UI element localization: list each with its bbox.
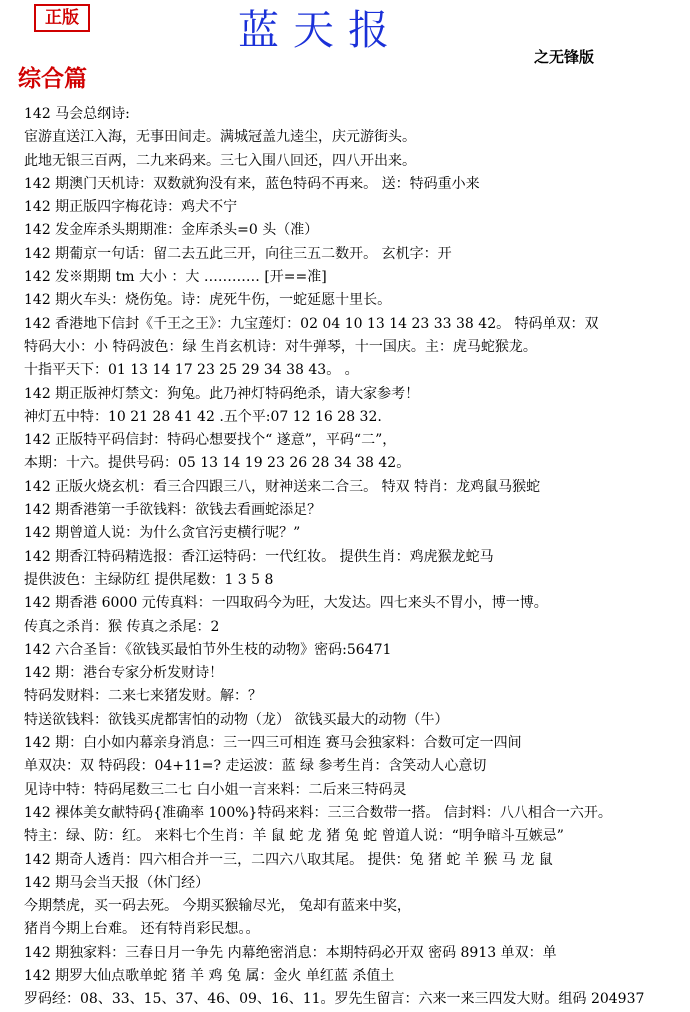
text-line: 142 香港地下信封《千王之王》：九宝莲灯：02 04 10 13 14 23 33 38 42。 特码单双：双 <box>24 315 599 332</box>
text-line: 142 期马会当天报（休门经） <box>24 874 210 891</box>
text-line: 142 期正版四字梅花诗：鸡犬不宁 <box>24 199 238 216</box>
text-line: 142 六合圣旨：《欲钱买最怕节外生枝的动物》密码:56471 <box>24 641 392 658</box>
text-line: 特主：绿、防：红。 来料七个生肖：羊 鼠 蛇 龙 猪 兔 蛇 曾道人说：“明争暗斗互嫉忌” <box>24 828 564 845</box>
text-line: 142 期：白小如内幕亲身消息：三一四三可相连 赛马会独家料：合数可定一四间 <box>24 735 522 752</box>
text-line: 今期禁虎，买一码去死。 今期买猴输尽光， 兔却有蓝来中奖， <box>24 898 411 915</box>
text-line: 142 期澳门天机诗：双数就狗没有来，蓝色特码不再来。 送：特码重小来 <box>24 175 480 192</box>
text-line: 142 马会总纲诗: <box>24 106 130 122</box>
text-line: 142 期罗大仙点歌单蛇 猪 羊 鸡 兔 属：金火 单红蓝 杀值土 <box>24 967 395 984</box>
text-line: 142 期曾道人说：为什么贪官污吏横行呢？” <box>24 525 301 542</box>
text-line: 142 正版特平码信封：特码心想要找个“ 遂意”，平码“二”， <box>24 432 397 449</box>
text-line: 本期：十六。提供号码：05 13 14 19 23 26 28 34 38 42。 <box>24 455 411 472</box>
text-line: 142 正版火烧玄机：看三合四跟三八，财神送来二合三。 特双 特肖：龙鸡鼠马猴蛇 <box>24 478 541 495</box>
text-line: 单双决：双 特码段：04+11=? 走运波：蓝 绿 参考生肖：含笑动人心意切 <box>24 758 487 775</box>
text-line: 142 裸体美女献特码{准确率 100%}特码来料：三三合数带一搭。 信封料：八八相合一六开。 <box>24 804 612 821</box>
text-line: 神灯五中特：10 21 28 41 42 .五个平:07 12 16 28 32. <box>24 408 382 425</box>
text-line: 142 期香港 6000 元传真料：一四取码今为旺，大发达。四七来头不胃小，博一博。 <box>24 595 548 612</box>
edition-label: 之无锋版 <box>534 48 595 66</box>
article-body <box>24 103 684 1012</box>
text-line: 142 期独家料：三春日月一争先 内幕绝密消息：本期特码必开双 密码 8913 单双：单 <box>24 944 557 961</box>
text-line: 142 期奇人透肖：四六相合并一三，二四六八取其尾。 提供：兔 猪 蛇 羊 猴 马 龙 鼠 <box>24 851 553 868</box>
text-line: 特码发财料：二来七来猪发财。解：？ <box>24 688 262 705</box>
text-line: 提供波色：主绿防红 提供尾数：1 3 5 8 <box>24 571 274 588</box>
text-line: 十指平天下：01 13 14 17 23 25 29 34 38 43。 。 <box>24 362 359 379</box>
text-line: 特码大小：小 特码波色：绿 生肖玄机诗：对牛弹琴，十一国庆。主：虎马蛇猴龙。 <box>24 338 537 355</box>
text-line: 142 期：港台专家分析发财诗！ <box>24 665 224 682</box>
edition-badge: 正版 <box>34 4 90 32</box>
text-line: 142 期正版神灯禁文：狗兔。此乃神灯特码绝杀，请大家参考！ <box>24 385 420 402</box>
section-heading: 综合篇 <box>18 65 87 92</box>
text-line: 特送欲钱料：欲钱买虎都害怕的动物（龙） 欲钱买最大的动物（牛） <box>24 711 449 728</box>
text-line: 142 期香港第一手欲钱料：欲钱去看画蛇添足？ <box>24 502 322 519</box>
text-line: 传真之杀肖：猴 传真之杀尾：2 <box>24 618 220 635</box>
text-line: 罗码经：08、33、15、37、46、09、16、11。罗先生留言：六来一来三四发大财。组码 204937 <box>24 991 645 1008</box>
text-line: 142 发金库杀头期期准：金库杀头=0 头（准） <box>24 222 319 239</box>
text-line: 142 期香江特码精选报：香江运特码：一代红妆。 提供生肖：鸡虎猴龙蛇马 <box>24 548 494 565</box>
newspaper-title: 蓝天报 <box>238 6 403 54</box>
text-line: 142 发※期期 tm 大小 ：大 ………… [开==准] <box>24 269 327 286</box>
text-line: 142 期火车头：烧伤兔。诗：虎死牛伤，一蛇延愿十里长。 <box>24 292 392 309</box>
text-line: 宦游直送江入海，无事田间走。满城冠盖九逵尘，庆元游街头。 <box>24 129 416 146</box>
text-line: 见诗中特：特码尾数三二七 白小姐一言来料：二后来三特码灵 <box>24 781 407 798</box>
text-line: 142 期葡京一句话：留二去五此三开，向往三五二数开。 玄机字：开 <box>24 245 452 262</box>
text-line: 此地无银三百两，二九来码来。三七入围八回还，四八开出来。 <box>24 152 416 169</box>
text-line: 猪肖今期上台难。 还有特肖彩民想。。 <box>24 921 260 938</box>
